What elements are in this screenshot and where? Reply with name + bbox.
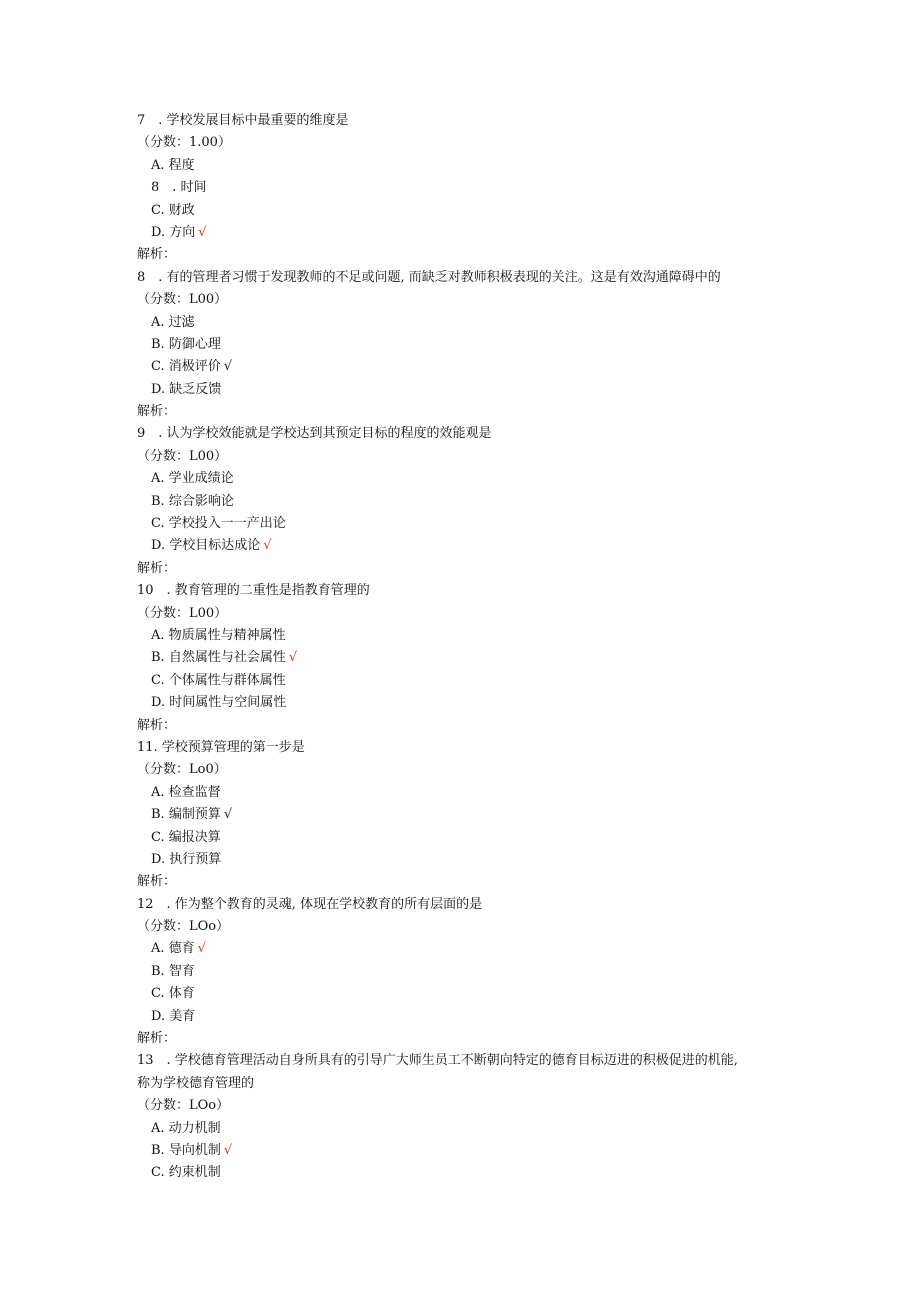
answer-option [137, 983, 797, 1005]
question-block [137, 737, 797, 894]
answer-option [137, 468, 797, 490]
option-text: A. 程度 [151, 157, 195, 173]
answer-option [137, 849, 797, 871]
option-text: B. 防御心理 [151, 336, 221, 352]
answer-option [137, 1118, 797, 1140]
question-score: （分数：1.00） [137, 135, 231, 151]
option-text: D. 美育 [151, 1008, 196, 1024]
answer-option [137, 1162, 797, 1184]
option-text: C. 体育 [151, 986, 195, 1002]
analysis-label: 解析： [137, 247, 177, 263]
analysis-label: 解析： [137, 1031, 177, 1047]
answer-option [137, 804, 797, 826]
answer-option [137, 535, 797, 557]
analysis-label: 解析： [137, 560, 177, 576]
question-block [137, 110, 797, 267]
question-score: （分数：L00） [137, 448, 228, 464]
option-text: D. 方向 [151, 224, 196, 240]
correct-check-icon: √ [223, 359, 233, 375]
answer-option [137, 200, 797, 222]
analysis-label: 解析： [137, 404, 177, 420]
question-stem: 13 . 学校德育管理活动自身所具有的引导广大师生员工不断朝向特定的德育目标迈进的积极促进的机能, [137, 1053, 738, 1069]
answer-option [137, 1140, 797, 1162]
question-stem: 称为学校德育管理的 [137, 1075, 255, 1091]
answer-option [137, 625, 797, 647]
option-text: C. 编报决算 [151, 829, 221, 845]
correct-check-icon: √ [288, 650, 298, 666]
option-text: D. 缺乏反馈 [151, 381, 222, 397]
answer-option [137, 647, 797, 669]
answer-option [137, 961, 797, 983]
option-text: C. 学校投入一一产出论 [151, 516, 286, 532]
question-block [137, 1050, 797, 1184]
analysis-label: 解析： [137, 874, 177, 890]
option-text: C. 个体属性与群体属性 [151, 672, 286, 688]
option-text: C. 约束机制 [151, 1165, 221, 1181]
question-stem: 11. 学校预算管理的第一步是 [137, 739, 305, 755]
question-block [137, 580, 797, 737]
question-stem: 12 . 作为整个教育的灵魂, 体现在学校教育的所有层面的是 [137, 896, 483, 912]
answer-option [137, 670, 797, 692]
answer-option [137, 513, 797, 535]
option-text: A. 物质属性与精神属性 [151, 627, 286, 643]
question-score: （分数：L00） [137, 605, 228, 621]
answer-option [137, 692, 797, 714]
correct-check-icon: √ [197, 941, 206, 957]
option-text: B. 综合影响论 [151, 493, 234, 509]
answer-option [137, 155, 797, 177]
question-score: （分数：LOo） [137, 919, 230, 935]
answer-option [137, 312, 797, 334]
option-text: A. 学业成绩论 [151, 471, 234, 487]
correct-check-icon: √ [223, 807, 233, 823]
answer-option [137, 1006, 797, 1028]
answer-option [137, 782, 797, 804]
option-text: B. 自然属性与社会属性 [151, 650, 286, 666]
option-text: B. 智育 [151, 963, 195, 979]
option-text: A. 过滤 [151, 314, 195, 330]
correct-check-icon: √ [223, 1142, 233, 1158]
question-score: （分数：L00） [137, 292, 228, 308]
question-block [137, 267, 797, 424]
option-text: C. 消极评价 [151, 359, 221, 375]
question-stem: 10 . 教育管理的二重性是指教育管理的 [137, 583, 370, 599]
question-block [137, 423, 797, 580]
answer-option [137, 356, 797, 378]
answer-option [137, 379, 797, 401]
option-text: D. 执行预算 [151, 851, 222, 867]
exam-document [137, 110, 797, 1185]
answer-option [137, 491, 797, 513]
option-text: B. 编制预算 [151, 807, 221, 823]
answer-option [137, 222, 797, 244]
question-score: （分数：Lo0） [137, 762, 227, 778]
correct-check-icon: √ [198, 224, 207, 240]
option-text: B. 导向机制 [151, 1142, 221, 1158]
analysis-label: 解析： [137, 717, 177, 733]
option-text: A. 德育 [151, 941, 195, 957]
question-stem: 9 . 认为学校效能就是学校达到其预定目标的程度的效能观是 [137, 426, 492, 442]
correct-check-icon: √ [263, 538, 272, 554]
option-text: A. 动力机制 [151, 1120, 221, 1136]
answer-option [137, 938, 797, 960]
option-text: D. 学校目标达成论 [151, 538, 261, 554]
question-block [137, 894, 797, 1051]
option-text: A. 检查监督 [151, 784, 221, 800]
question-stem: 8 . 有的管理者习惯于发现教师的不足或问题, 而缺乏对教师积极表现的关注。这是有效沟通障碍中的 [137, 269, 721, 285]
option-text: C. 财政 [151, 202, 195, 218]
question-score: （分数：LOo） [137, 1098, 230, 1114]
answer-option [137, 334, 797, 356]
answer-option [137, 177, 797, 199]
question-stem: 7 . 学校发展目标中最重要的维度是 [137, 113, 349, 128]
option-text: D. 时间属性与空间属性 [151, 695, 287, 711]
answer-option [137, 827, 797, 849]
option-text: 8 . 时间 [151, 180, 207, 196]
